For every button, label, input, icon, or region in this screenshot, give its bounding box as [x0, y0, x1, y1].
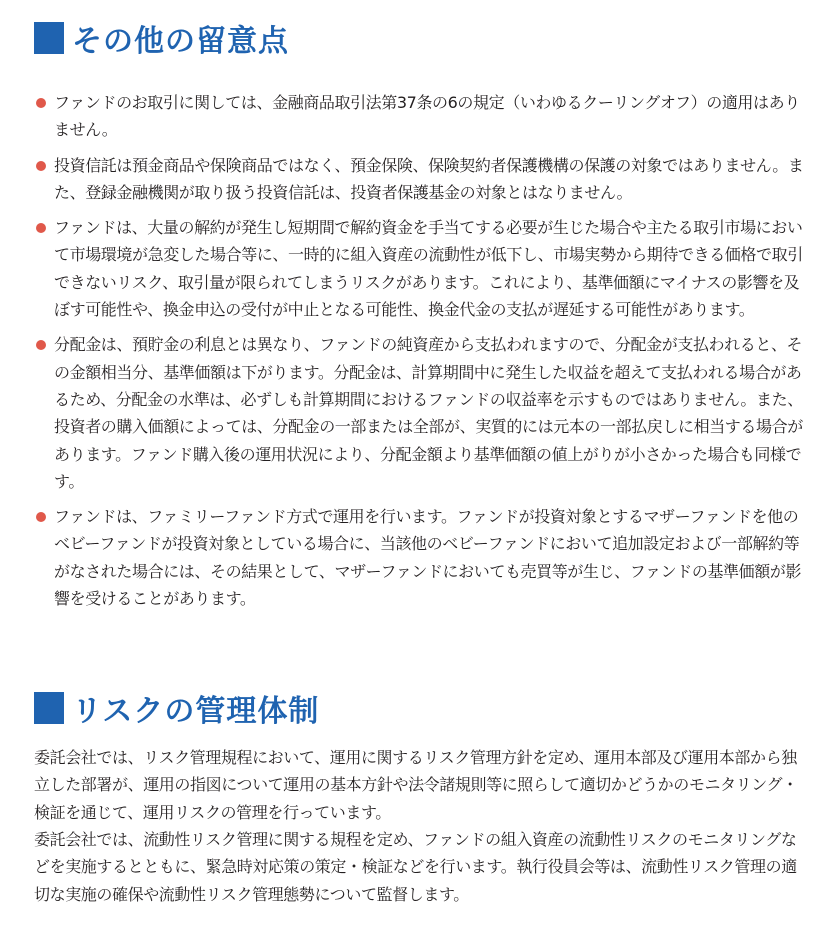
list-item-text: 投資信託は預金商品や保険商品ではなく、預金保険、保険契約者保護機構の保護の対象ではありません。また、登録金融機関が取り扱う投資信託は、投資者保護基金の対象とはなりません。 [54, 155, 804, 202]
section-title: その他の留意点 [72, 24, 289, 59]
list-item [34, 503, 804, 612]
risk-management-heading [34, 684, 319, 732]
bullet-icon [36, 512, 46, 522]
paragraph: 委託会社では、リスク管理規程において、運用に関するリスク管理方針を定め、運用本部及び運用本部から独立した部署が、運用の指図について運用の基本方針や法令諸規則等に照らして適切かどうかのモニタリング・検証を通じて、運用リスクの管理を行っています。 [34, 748, 798, 822]
heading-square-icon [34, 692, 64, 724]
list-item-text: ファンドは、ファミリーファンド方式で運用を行います。ファンドが投資対象とするマザーファンドを他のベビーファンドが投資対象としている場合に、当該他のベビーファンドにおいて追加設定および一部解約等がなされた場合には、その結果として、マザーファンドにおいても売買等が生じ、ファンドの基準価額が影響を受けることがあります。 [54, 507, 802, 609]
list-item [34, 331, 804, 495]
list-item-text: ファンドのお取引に関しては、金融商品取引法第37条の6の規定（いわゆるクーリングオフ）の適用はありません。 [54, 93, 800, 140]
paragraph: 委託会社では、流動性リスク管理に関する規程を定め、ファンドの組入資産の流動性リスクのモニタリングなどを実施するとともに、緊急時対応策の策定・検証などを行います。執行役員会等は、流動性リスク管理の適切な実施の確保や流動性リスク管理態勢について監督します。 [34, 830, 797, 904]
bullet-icon [36, 98, 46, 108]
other-notes-heading [34, 14, 289, 62]
list-item [34, 214, 804, 323]
list-item [34, 152, 804, 207]
bullet-icon [36, 340, 46, 350]
section-title: リスクの管理体制 [72, 694, 320, 729]
list-item-text: ファンドは、大量の解約が発生し短期間で解約資金を手当てする必要が生じた場合や主たる取引市場において市場環境が急変した場合等に、一時的に組入資産の流動性が低下し、市場実勢から期待できる価格で取引できないリスク、取引量が限られてしまうリスクがあります。これにより、基準価額にマイナスの影響を及ぼす可能性や、換金申込の受付が中止となる可能性、換金代金の支払が遅延する可能性があります。 [54, 218, 803, 320]
list-item [34, 89, 804, 144]
list-item-text: 分配金は、預貯金の利息とは異なり、ファンドの純資産から支払われますので、分配金が支払われると、その金額相当分、基準価額は下がります。分配金は、計算期間中に発生した収益を超えて支払われる場合があるため、分配金の水準は、必ずしも計算期間におけるファンドの収益率を示すものではありません。また、投資者の購入価額によっては、分配金の一部または全部が、実質的には元本の一部払戻しに相当する場合があります。ファンド購入後の運用状況により、分配金額より基準価額の値上がりが小さかった場合も同様です。 [54, 335, 803, 491]
bullet-icon [36, 223, 46, 233]
heading-square-icon [34, 22, 64, 54]
bullet-icon [36, 161, 46, 171]
notes-list [34, 89, 804, 620]
